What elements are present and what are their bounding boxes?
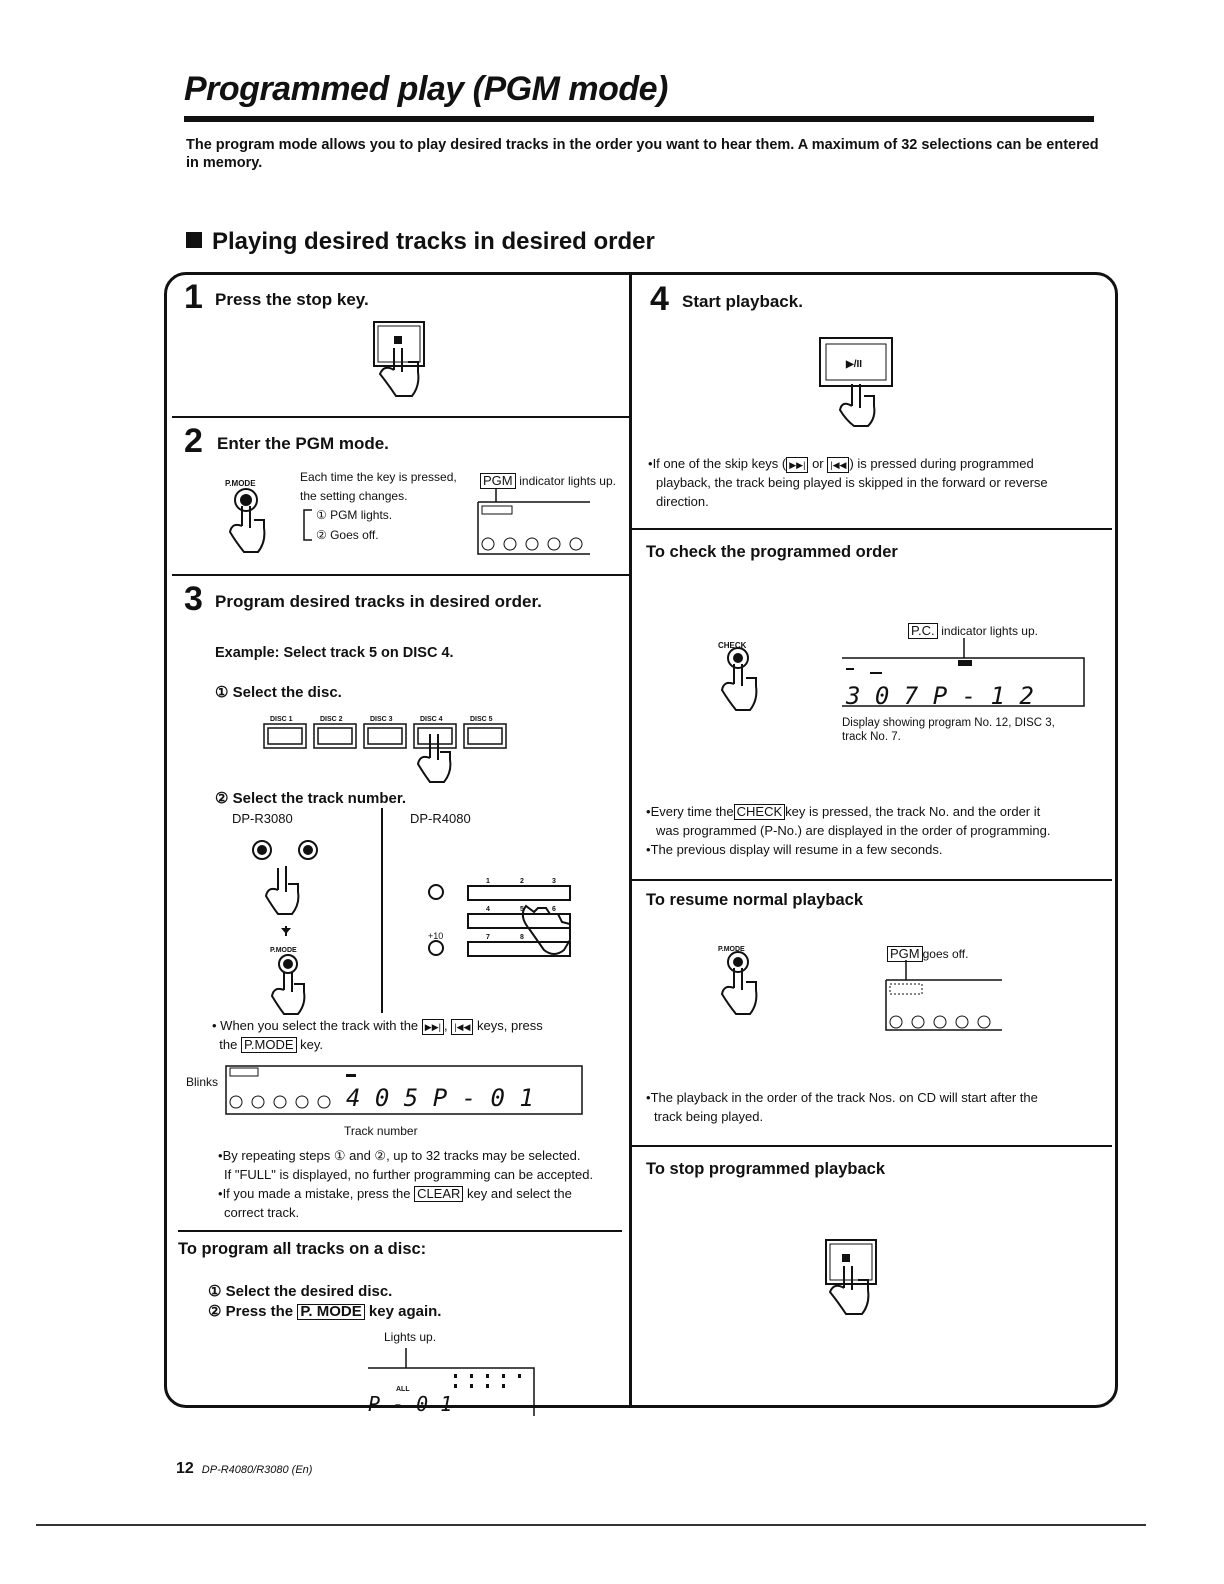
bullet-cont: If "FULL" is displayed, no further programming can be accepted. bbox=[224, 1167, 594, 1182]
skip-keys-hand-icon bbox=[246, 830, 336, 1020]
check-title: To check the programmed order bbox=[646, 543, 898, 561]
step-title: Press the stop key. bbox=[215, 290, 369, 309]
note-text: When you select the track with the bbox=[220, 1018, 419, 1033]
stop-title: To stop programmed playback bbox=[646, 1160, 885, 1178]
pmode-label: P.MODE bbox=[718, 946, 745, 953]
title-rule bbox=[184, 116, 1094, 122]
track-number-label: Track number bbox=[344, 1124, 418, 1138]
key-label: 5 bbox=[520, 906, 524, 913]
column-divider bbox=[629, 272, 632, 1407]
bullet-cont: track being played. bbox=[654, 1109, 764, 1124]
check-label: CHECK bbox=[718, 641, 747, 650]
note-text: or bbox=[812, 456, 824, 471]
pc-indicator-box: P.C. bbox=[908, 623, 938, 639]
numeric-keypad-icon bbox=[424, 872, 584, 992]
forward-skip-icon: ▶▶| bbox=[422, 1019, 444, 1035]
pgm-off-display bbox=[884, 958, 1014, 1034]
note-text: direction. bbox=[656, 494, 709, 509]
key-label: 7 bbox=[486, 934, 490, 941]
key-label: 6 bbox=[552, 906, 556, 913]
pmode-key-hand-icon bbox=[228, 486, 278, 556]
intro-text: The program mode allows you to play desired tracks in the order you want to hear them. A maximum of 32 selections can be entered in memory. bbox=[186, 137, 1099, 171]
bullet: •Every time the CHECK key is pressed, the track No. and the order it bbox=[646, 804, 1041, 819]
note-text: the bbox=[219, 1037, 238, 1052]
step-number: 1 bbox=[184, 278, 203, 316]
resume-title: To resume normal playback bbox=[646, 891, 864, 909]
note-text: ) is pressed during programmed bbox=[849, 456, 1034, 471]
pmode-key-box: P.MODE bbox=[241, 1037, 297, 1053]
disc-label: DISC 4 bbox=[420, 716, 443, 723]
step2-line1: Each time the key is pressed, bbox=[300, 470, 457, 484]
key-label: 3 bbox=[552, 878, 556, 885]
step-text: key again. bbox=[368, 1303, 442, 1320]
all-tracks-step2 bbox=[208, 1302, 441, 1320]
bullet: •The previous display will resume in a few seconds. bbox=[646, 842, 943, 857]
check-caption: Display showing program No. 12, DISC 3, bbox=[842, 717, 1055, 729]
pc-indicator-text: indicator lights up. bbox=[941, 624, 1038, 638]
step-number: 2 bbox=[184, 422, 203, 460]
bullet-text: By repeating steps ① and ②, up to 32 tracks may be selected. bbox=[222, 1148, 581, 1163]
step2-option1: ① PGM lights. bbox=[316, 508, 393, 522]
plus10-label: +10 bbox=[428, 931, 444, 941]
note-text: playback, the track being played is skipped in the forward or reverse bbox=[656, 475, 1048, 490]
step-title: Start playback. bbox=[682, 292, 803, 311]
pgm-off-text: goes off. bbox=[922, 947, 969, 961]
check-key-box: CHECK bbox=[734, 804, 786, 820]
divider bbox=[632, 879, 1112, 881]
square-bullet-icon bbox=[186, 232, 202, 248]
disc-label: DISC 1 bbox=[270, 716, 293, 723]
blinks-label: Blinks bbox=[186, 1075, 219, 1089]
bullet: •By repeating steps ① and ②, up to 32 tracks may be selected. bbox=[218, 1148, 581, 1163]
divider bbox=[178, 1230, 622, 1232]
pmode-key-box: P. MODE bbox=[297, 1304, 364, 1320]
section-heading bbox=[186, 228, 655, 256]
lights-up-label: Lights up. bbox=[384, 1330, 437, 1344]
bracket-icon bbox=[300, 508, 316, 544]
forward-skip-icon: ▶▶| bbox=[786, 457, 808, 473]
step2-option2: ② Goes off. bbox=[316, 528, 379, 542]
pmode-key-hand-icon bbox=[722, 950, 772, 1020]
pmode-label: P.MODE bbox=[225, 479, 256, 488]
check-lcd-readout: 3 0 7 P - 1 2 bbox=[846, 682, 1034, 710]
model-divider bbox=[381, 808, 383, 1013]
model-b: DP-R4080 bbox=[410, 811, 471, 826]
skip-note: • When you select the track with the ▶▶| , |◀◀ keys, press the P.MODE key. bbox=[212, 1018, 543, 1052]
reverse-skip-icon: |◀◀ bbox=[451, 1019, 473, 1035]
resume-bullets bbox=[646, 1088, 1108, 1126]
disc-label: DISC 2 bbox=[320, 716, 343, 723]
pgm-display-icon bbox=[476, 486, 626, 556]
check-key-hand-icon bbox=[722, 646, 772, 716]
key-label: 1 bbox=[486, 878, 490, 885]
all-label: ALL bbox=[396, 1386, 410, 1393]
disc-label: DISC 5 bbox=[470, 716, 493, 723]
divider bbox=[172, 574, 630, 576]
step-title: Program desired tracks in desired order. bbox=[215, 592, 542, 611]
check-bullets bbox=[646, 802, 1108, 859]
play-pause-key-hand-icon bbox=[818, 336, 898, 426]
skip-keys-note: •If one of the skip keys ( ▶▶| or |◀◀ ) is pressed during programmed playback, the track being played is skipped in the forward or reverse direction. bbox=[648, 456, 1048, 509]
key-label: 2 bbox=[520, 878, 524, 885]
bullet-text: The previous display will resume in a few seconds. bbox=[650, 842, 943, 857]
bullet-text: key and select the bbox=[467, 1186, 572, 1201]
select-track-label: ② Select the track number. bbox=[215, 790, 407, 807]
bullet-text: The playback in the order of the track Nos. on CD will start after the bbox=[650, 1090, 1038, 1105]
check-caption: track No. 7. bbox=[842, 731, 901, 743]
model-code: DP-R4080/R3080 (En) bbox=[201, 1464, 313, 1476]
clear-key-box: CLEAR bbox=[414, 1186, 463, 1202]
model-a: DP-R3080 bbox=[232, 811, 293, 826]
program-lcd-readout: 4 0 5 P - 0 1 bbox=[346, 1084, 534, 1112]
step2-line2: the setting changes. bbox=[300, 489, 408, 503]
disc-keys-icon bbox=[262, 722, 512, 784]
bullet: •If you made a mistake, press the CLEAR key and select the bbox=[218, 1186, 572, 1201]
bullet: •The playback in the order of the track Nos. on CD will start after the bbox=[646, 1090, 1038, 1105]
pgm-indicator-box: PGM bbox=[480, 473, 516, 489]
bullet-text: Every time the bbox=[650, 804, 734, 819]
bottom-rule bbox=[36, 1524, 1146, 1526]
step-text: ② Press the bbox=[208, 1303, 294, 1320]
play-pause-icon: ▶/II bbox=[846, 359, 863, 370]
pmode-label: P.MODE bbox=[270, 947, 297, 954]
all-tracks-title: To program all tracks on a disc: bbox=[178, 1240, 427, 1258]
bullet-cont: was programmed (P-No.) are displayed in the order of programming. bbox=[656, 823, 1051, 838]
bullet-text: key is pressed, the track No. and the order it bbox=[785, 804, 1041, 819]
pgm-indicator-text: indicator lights up. bbox=[519, 474, 616, 488]
page-number: 12 bbox=[176, 1460, 194, 1477]
pgm-indicator-box: PGM bbox=[887, 946, 923, 962]
note-text: keys, press bbox=[477, 1018, 543, 1033]
divider bbox=[632, 1145, 1112, 1147]
note-text: If one of the skip keys ( bbox=[652, 456, 787, 471]
divider bbox=[172, 416, 630, 418]
page-title: Programmed play (PGM mode) bbox=[184, 70, 668, 108]
example-text: Example: Select track 5 on DISC 4. bbox=[215, 645, 454, 661]
bullet-text: If you made a mistake, press the bbox=[222, 1186, 411, 1201]
divider bbox=[632, 528, 1112, 530]
section-heading-label: Playing desired tracks in desired order bbox=[212, 228, 655, 255]
page-footer bbox=[176, 1460, 312, 1478]
select-disc-label: ① Select the disc. bbox=[215, 684, 342, 701]
step-number: 3 bbox=[184, 580, 203, 618]
bullet-cont: correct track. bbox=[224, 1205, 300, 1220]
stop-key-hand-icon bbox=[822, 1236, 882, 1316]
disc-label: DISC 3 bbox=[370, 716, 393, 723]
step3-bullets bbox=[218, 1146, 628, 1222]
step-title: Enter the PGM mode. bbox=[217, 434, 389, 453]
reverse-skip-icon: |◀◀ bbox=[827, 457, 849, 473]
step-number: 4 bbox=[650, 280, 669, 318]
stop-key-hand-icon bbox=[370, 318, 430, 398]
key-label: 8 bbox=[520, 934, 524, 941]
all-lcd-readout: P - 0 1 bbox=[368, 1392, 453, 1416]
note-text: key. bbox=[300, 1037, 324, 1052]
all-tracks-step1: ① Select the desired disc. bbox=[208, 1283, 393, 1300]
key-label: 4 bbox=[486, 906, 490, 913]
